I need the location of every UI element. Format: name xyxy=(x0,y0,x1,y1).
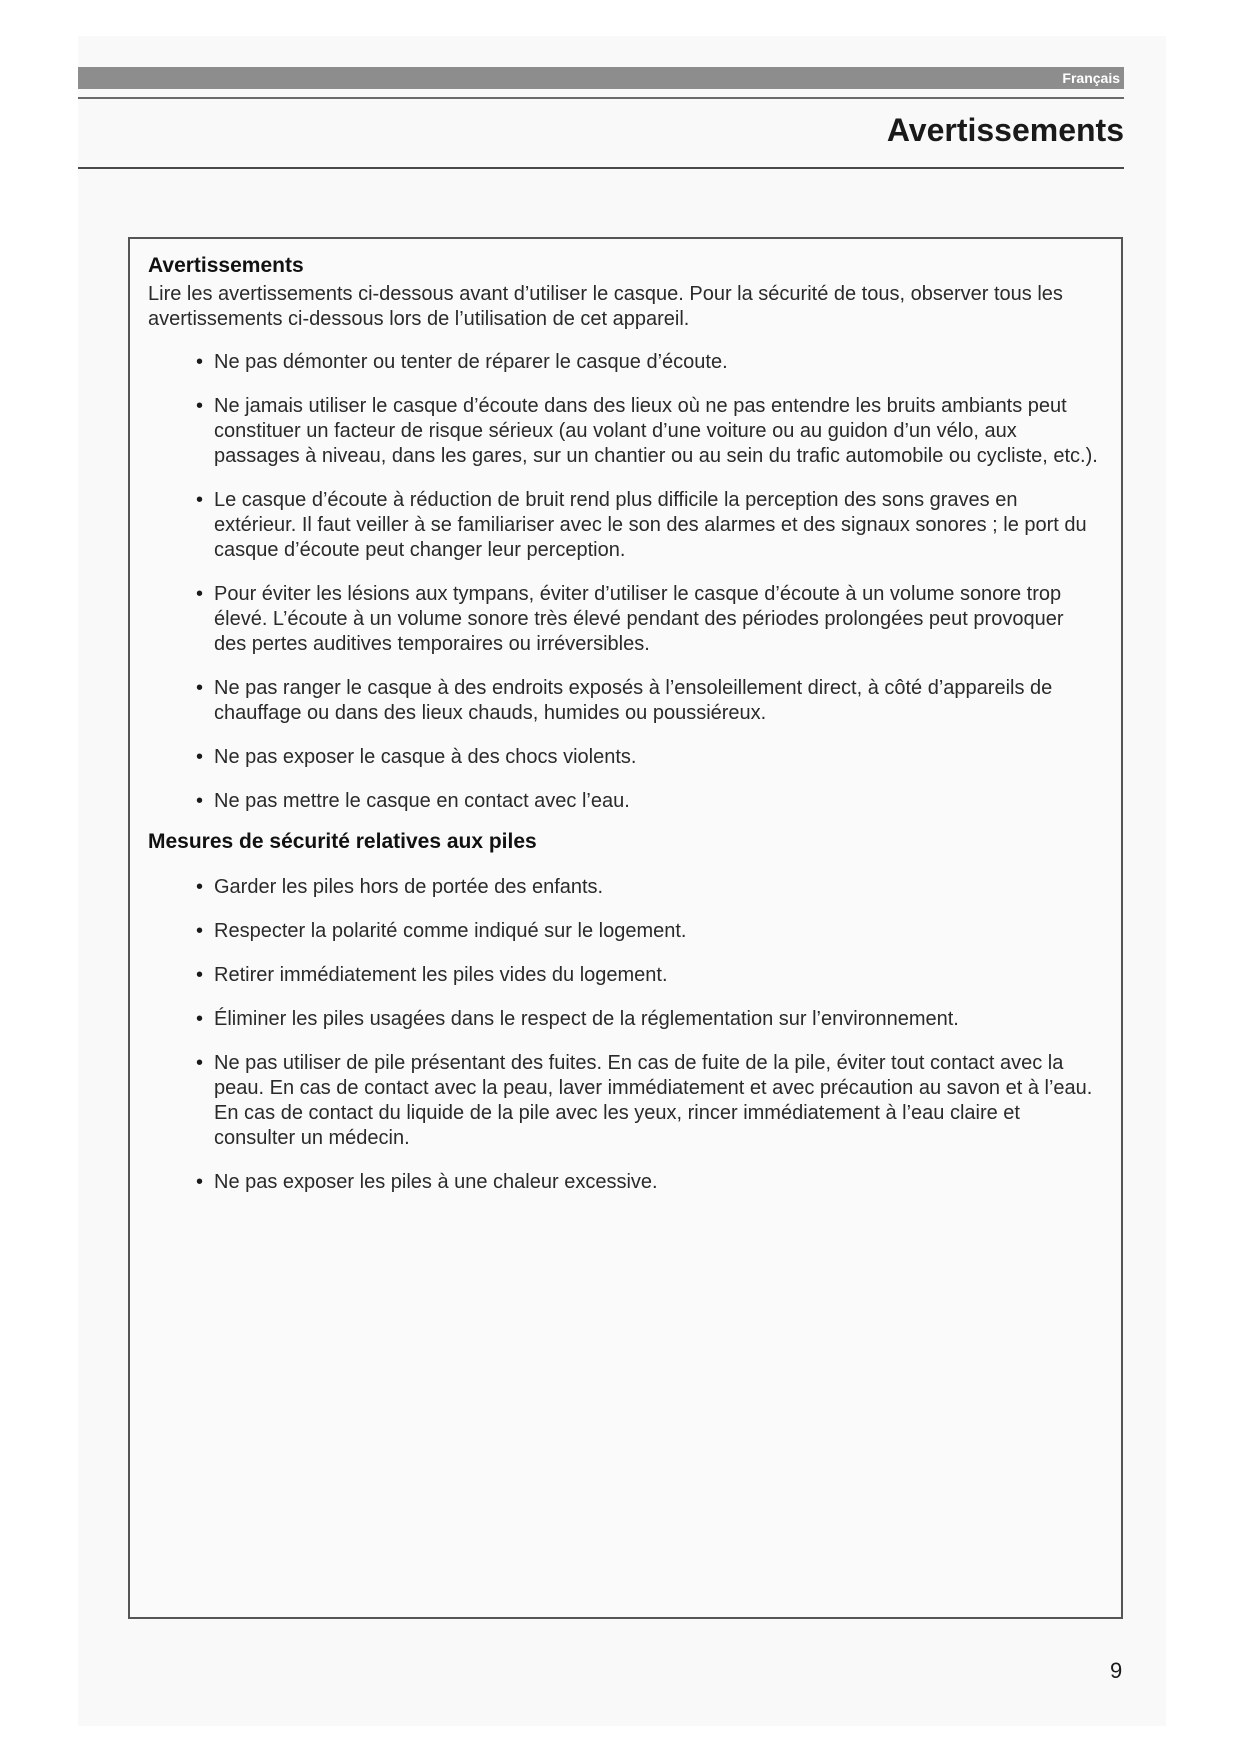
list-item-text: Ne pas exposer le casque à des chocs violents. xyxy=(214,746,637,768)
list-item xyxy=(196,394,1098,469)
list-item-text: Retirer immédiatement les piles vides du logement. xyxy=(214,964,668,986)
list-item xyxy=(196,488,1098,563)
bullet-icon: • xyxy=(196,677,204,699)
bullet-icon: • xyxy=(196,489,204,511)
list-item-text: Garder les piles hors de portée des enfants. xyxy=(214,876,604,898)
warnings-intro: Lire les avertissements ci-dessous avant d’utiliser le casque. Pour la sécurité de tous, observer tous les avertissements ci-dessous lors de l’utilisation de cet appareil. xyxy=(148,283,1063,330)
bullet-icon: • xyxy=(196,876,204,898)
list-item-text: Ne pas exposer les piles à une chaleur excessive. xyxy=(214,1171,658,1193)
language-label: Français xyxy=(1062,70,1120,86)
list-item xyxy=(196,350,1098,375)
list-item-text: Respecter la polarité comme indiqué sur le logement. xyxy=(214,920,687,942)
list-item-text: Pour éviter les lésions aux tympans, éviter d’utiliser le casque d’écoute à un volume sonore trop élevé. L’écoute à un volume sonore très élevé pendant des périodes prolongées peut provoquer des pertes auditives temporaires ou irréversibles. xyxy=(214,583,1064,655)
bullet-icon: • xyxy=(196,1008,204,1030)
list-item-text: Ne pas ranger le casque à des endroits exposés à l’ensoleillement direct, à côté d’appareils de chauffage ou dans des lieux chauds, humides ou poussiéreux. xyxy=(214,677,1053,724)
list-item-text: Ne pas mettre le casque en contact avec l’eau. xyxy=(214,790,630,812)
list-item-text: Ne pas utiliser de pile présentant des fuites. En cas de fuite de la pile, éviter tout contact avec la peau. En cas de contact avec la peau, laver immédiatement et avec précaution au savon et à l’eau. En cas de contact du liquide de la pile avec les yeux, rincer immédiatement à l’eau claire et consulter un médecin. xyxy=(214,1052,1093,1149)
list-item xyxy=(196,1051,1098,1151)
warnings-box xyxy=(128,237,1123,1619)
list-item xyxy=(196,1170,1098,1195)
list-item xyxy=(196,919,1098,944)
language-bar xyxy=(78,67,1124,89)
battery-list xyxy=(148,875,1098,1195)
bullet-icon: • xyxy=(196,746,204,768)
bullet-icon: • xyxy=(196,1052,204,1074)
list-item xyxy=(196,745,1098,770)
bullet-icon: • xyxy=(196,395,204,417)
bullet-icon: • xyxy=(196,964,204,986)
bullet-icon: • xyxy=(196,790,204,812)
list-item xyxy=(196,676,1098,726)
battery-section xyxy=(148,829,1098,1195)
list-item xyxy=(196,789,1098,814)
bullet-icon: • xyxy=(196,920,204,942)
header-rule-bottom xyxy=(78,167,1124,169)
bullet-icon: • xyxy=(196,583,204,605)
list-item-text: Éliminer les piles usagées dans le respect de la réglementation sur l’environnement. xyxy=(214,1008,959,1030)
list-item-text: Ne jamais utiliser le casque d’écoute dans des lieux où ne pas entendre les bruits ambiants peut constituer un facteur de risque sérieux (au volant d’une voiture ou au guidon d’un vélo, aux passages à niveau, dans les gares, sur un chantier ou au sein du trafic automobile ou cycliste, etc.). xyxy=(214,395,1098,467)
page-number: 9 xyxy=(1110,1658,1123,1683)
header-rule-top xyxy=(78,97,1124,99)
list-item xyxy=(196,582,1098,657)
warnings-heading: Avertissements xyxy=(148,254,304,277)
battery-heading: Mesures de sécurité relatives aux piles xyxy=(148,830,537,853)
bullet-icon: • xyxy=(196,351,204,373)
warnings-content xyxy=(148,253,1098,1214)
bullet-icon: • xyxy=(196,1171,204,1193)
list-item-text: Le casque d’écoute à réduction de bruit rend plus difficile la perception des sons graves en extérieur. Il faut veiller à se familiariser avec le son des alarmes et des signaux sonores ; le port du casque d’écoute peut changer leur perception. xyxy=(214,489,1087,561)
list-item-text: Ne pas démonter ou tenter de réparer le casque d’écoute. xyxy=(214,351,728,373)
page-title: Avertissements xyxy=(886,112,1124,148)
list-item xyxy=(196,875,1098,900)
list-item xyxy=(196,963,1098,988)
list-item xyxy=(196,1007,1098,1032)
warnings-list xyxy=(148,350,1098,814)
